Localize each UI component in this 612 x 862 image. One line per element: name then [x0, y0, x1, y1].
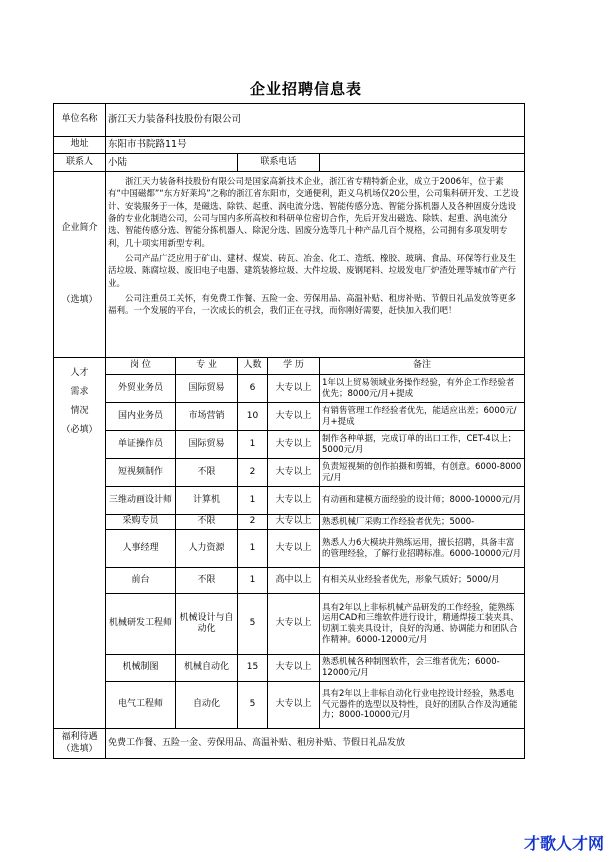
job-note: 1年以上贸易领域业务操作经验，有外企工作经验者优先；8000元/月+提成	[320, 375, 525, 403]
job-note: 具有2年以上非标自动化行业电控设计经验，熟悉电气元器件的选型以及特性，良好的团队合作及沟通能力；8000-10000元/月	[320, 682, 525, 729]
jobs-label-line: （必填）	[61, 425, 98, 435]
job-count: 2	[238, 515, 268, 530]
job-major: 人力资源	[176, 530, 238, 568]
job-count: 1	[238, 487, 268, 515]
job-row	[54, 594, 525, 655]
phone-value	[320, 154, 525, 172]
header-note: 备注	[320, 358, 525, 375]
job-education: 大专以上	[268, 459, 320, 487]
job-position: 国内业务员	[106, 403, 176, 431]
job-education: 大专以上	[268, 431, 320, 459]
contact-label: 联系人	[54, 154, 106, 172]
job-position: 机械研发工程师	[106, 594, 176, 655]
job-row	[54, 682, 525, 729]
address-label: 地址	[54, 137, 106, 154]
job-position: 三维动画设计师	[106, 487, 176, 515]
intro-paragraph: 公司产品广泛应用于矿山、建材、煤炭、砖瓦、冶金、化工、造纸、橡胶、玻璃、食品、环保等行业及生活垃圾、陈腐垃圾、废旧电子电器、建筑装修垃圾、大件垃圾、废钢尾料、垃圾发电厂炉渣处理等城市矿产行业。	[108, 253, 517, 289]
job-row	[54, 515, 525, 530]
page-title: 企业招聘信息表	[249, 80, 362, 98]
job-note: 熟悉机械各种制图软件，会三维者优先；6000-12000元/月	[320, 655, 525, 682]
job-major: 不限	[176, 515, 238, 530]
job-row	[54, 487, 525, 515]
welfare-value: 免费工作餐、五险一金、劳保用品、高温补贴、租房补贴、节假日礼品发放	[106, 729, 525, 759]
job-major: 机械设计与自动化	[176, 594, 238, 655]
job-education: 大专以上	[268, 487, 320, 515]
job-count: 15	[238, 655, 268, 682]
job-row	[54, 655, 525, 682]
header-major: 专 业	[176, 358, 238, 375]
job-count: 5	[238, 682, 268, 729]
job-note: 有相关从业经验者优先，形象气质好；5000/月	[320, 568, 525, 594]
job-position: 外贸业务员	[106, 375, 176, 403]
job-education: 高中以上	[268, 568, 320, 594]
job-education: 大专以上	[268, 403, 320, 431]
job-position: 机械制图	[106, 655, 176, 682]
intro-label-top: 企业简介	[61, 223, 98, 234]
job-position: 采购专员	[106, 515, 176, 530]
company-name: 浙江天力装备科技股份有限公司	[106, 104, 525, 137]
intro-label-bottom: （选填）	[61, 294, 98, 305]
job-row	[54, 431, 525, 459]
jobs-label	[54, 358, 106, 729]
job-row	[54, 375, 525, 403]
header-education: 学 历	[268, 358, 320, 375]
jobs-label-line: 人才	[70, 368, 89, 378]
job-row	[54, 530, 525, 568]
job-education: 大专以上	[268, 594, 320, 655]
job-major: 国际贸易	[176, 375, 238, 403]
job-count: 10	[238, 403, 268, 431]
job-note: 有动画和建模方面经验的设计师；8000-10000元/月	[320, 487, 525, 515]
job-row	[54, 403, 525, 431]
jobs-label-line: 需求	[70, 387, 89, 397]
job-position: 单证操作员	[106, 431, 176, 459]
job-row	[54, 459, 525, 487]
job-major: 市场营销	[176, 403, 238, 431]
welfare-label: 福利待遇（选填）	[54, 729, 106, 759]
job-position: 电气工程师	[106, 682, 176, 729]
job-note: 具有2年以上非标机械产品研发的工作经验，能熟练运用CAD和三维软件进行设计，精通焊接工装夹具、切割工装夹具设计，良好的沟通、协调能力和团队合作精神。6000-12000元/月	[320, 594, 525, 655]
job-major: 不限	[176, 459, 238, 487]
job-education: 大专以上	[268, 375, 320, 403]
jobs-label-line: 情况	[70, 406, 89, 416]
job-major: 国际贸易	[176, 431, 238, 459]
job-position: 前台	[106, 568, 176, 594]
site-watermark: 才歌人才网	[523, 834, 604, 853]
job-position: 人事经理	[106, 530, 176, 568]
job-row	[54, 568, 525, 594]
job-count: 5	[238, 594, 268, 655]
intro-paragraph: 公司注重员工关怀，有免费工作餐、五险一金、劳保用品、高温补贴、租房补贴、节假日礼品发放等更多福利。一个发展的平台，一次成长的机会，我们正在寻找，而你刚好需要，赶快加入我们吧！	[108, 293, 517, 317]
job-position: 短视频制作	[106, 459, 176, 487]
job-note: 有销售管理工作经验者优先，能适应出差；6000元/月+提成	[320, 403, 525, 431]
job-major: 不限	[176, 568, 238, 594]
job-note: 负责短视频的创作拍摄和剪辑，有创意。6000-8000元/月	[320, 459, 525, 487]
intro-label	[54, 172, 106, 358]
job-note: 制作各种单据，完成订单的出口工作，CET-4以上；5000元/月	[320, 431, 525, 459]
job-count: 1	[238, 568, 268, 594]
job-note: 熟悉机械厂采购工作经验者优先；5000-	[320, 515, 525, 530]
job-count: 1	[238, 431, 268, 459]
recruitment-table	[53, 103, 525, 759]
job-note: 熟悉人力6大模块并熟练运用，擅长招聘，具备丰富的管理经验，了解行业招聘标准。6000-10000元/月	[320, 530, 525, 568]
job-education: 大专以上	[268, 682, 320, 729]
job-major: 自动化	[176, 682, 238, 729]
job-education: 大专以上	[268, 515, 320, 530]
intro-text	[106, 172, 525, 358]
job-education: 大专以上	[268, 655, 320, 682]
job-count: 6	[238, 375, 268, 403]
header-position: 岗 位	[106, 358, 176, 375]
header-count: 人数	[238, 358, 268, 375]
address-value: 东阳市书院路11号	[106, 137, 525, 154]
phone-label: 联系电话	[238, 154, 320, 172]
company-label: 单位名称	[54, 104, 106, 137]
job-major: 计算机	[176, 487, 238, 515]
job-count: 1	[238, 530, 268, 568]
intro-paragraph: 浙江天力装备科技股份有限公司是国家高新技术企业，浙江省专精特新企业，成立于2006年，位于素有“中国磁都”“东方好莱坞”之称的浙江省东阳市，交通便利，距义乌机场仅20公里，公司集科研开发、工艺设计、安装服务于一体，是磁选、除铁、起重、涡电流分选、智能传感分选、智能分拣机器人及各种固废分选设备的专业化制造公司，公司与国内多所高校和科研单位密切合作，先后开发出磁选、除铁、起重、涡电流分选、智能传感分选、智能分拣机器人、除泥分选、固废分选等几十种产品几百个规格，公司拥有多项发明专利，几十项实用新型专利。	[108, 177, 519, 249]
job-count: 2	[238, 459, 268, 487]
job-education: 大专以上	[268, 530, 320, 568]
job-major: 机械自动化	[176, 655, 238, 682]
contact-value: 小陆	[106, 154, 238, 172]
